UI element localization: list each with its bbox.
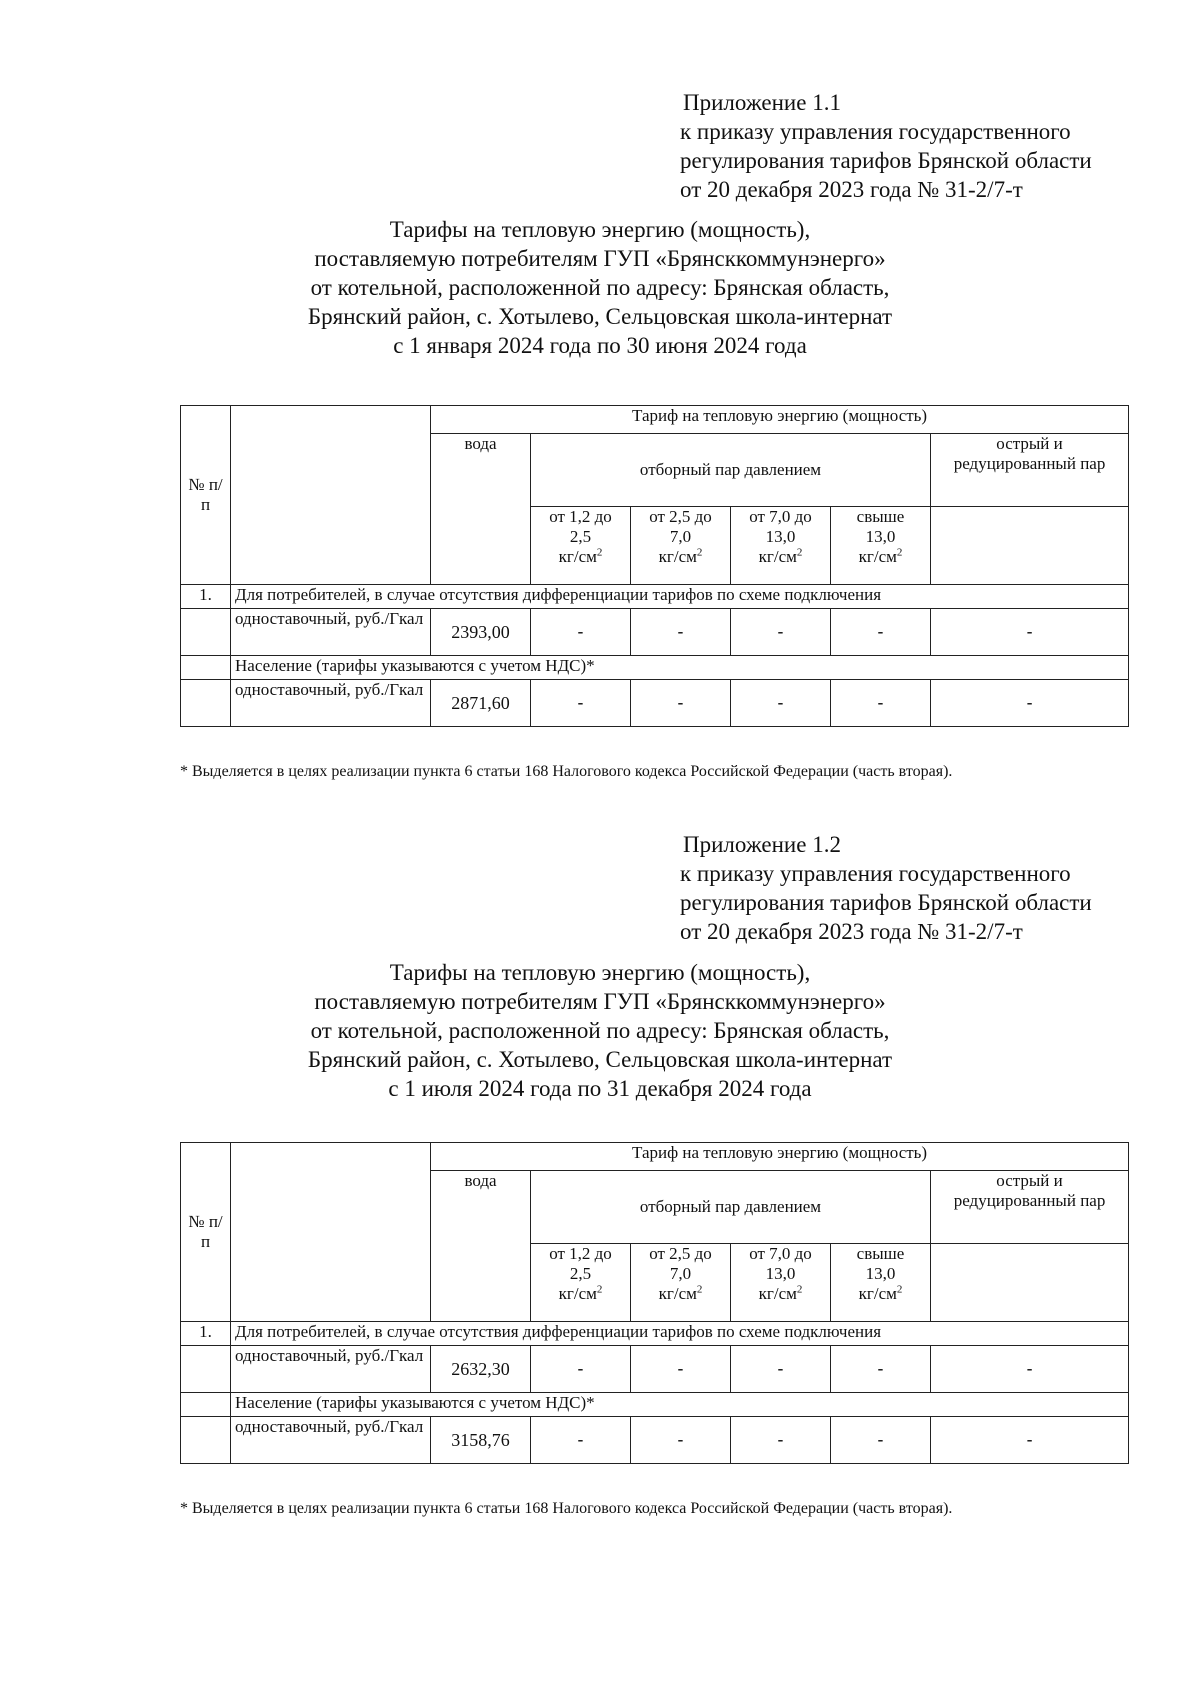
- title-line: с 1 января 2024 года по 30 июня 2024 года: [393, 333, 807, 358]
- empty-cell: [181, 680, 231, 727]
- pressure-from: от 2,5 до: [649, 1244, 712, 1263]
- pressure-unit: кг/см: [758, 547, 797, 566]
- empty-cell: [181, 1346, 231, 1393]
- header-pressure-4: [831, 1244, 931, 1322]
- header-pressure-4: [831, 507, 931, 585]
- dash-cell: -: [531, 609, 631, 656]
- pressure-from: от 1,2 до: [549, 1244, 612, 1263]
- appendix-title: Приложение 1.1: [683, 90, 841, 115]
- unit-sup: 2: [596, 546, 603, 559]
- unit-sup: 2: [796, 546, 803, 559]
- appendix-header-2: [680, 830, 1160, 946]
- section-title: Для потребителей, в случае отсутствия дифференциации тарифов по схеме подключения: [231, 1322, 1129, 1346]
- water-tariff-value: 2632,30: [431, 1346, 531, 1393]
- section-title: Население (тарифы указываются с учетом НДС)*: [231, 1393, 1129, 1417]
- header-pressure-1: [531, 1244, 631, 1322]
- pressure-unit: кг/см: [658, 1284, 697, 1303]
- title-line: Брянский район, с. Хотылево, Сельцовская школа-интернат: [307, 304, 893, 329]
- header-pressure-3: [731, 1244, 831, 1322]
- dash-cell: -: [931, 1346, 1129, 1393]
- header-num: № п/п: [181, 406, 231, 585]
- pressure-unit: кг/см: [758, 1284, 797, 1303]
- header-sharp-steam: острый и редуцированный пар: [931, 1171, 1129, 1244]
- appendix-title: Приложение 1.2: [683, 832, 841, 857]
- pressure-to: 2,5: [569, 1264, 592, 1283]
- footnote-1: * Выделяется в целях реализации пункта 6 статьи 168 Налогового кодекса Российской Федерации (часть вторая).: [180, 763, 953, 780]
- section-number: 1.: [181, 1322, 231, 1346]
- water-tariff-value: 2393,00: [431, 609, 531, 656]
- pressure-to: 7,0: [669, 527, 692, 546]
- row-label: одноставочный, руб./Гкал: [231, 680, 431, 727]
- dash-cell: -: [731, 609, 831, 656]
- title-line: Тарифы на тепловую энергию (мощность),: [389, 217, 811, 242]
- title-line: от котельной, расположенной по адресу: Брянская область,: [310, 1018, 890, 1043]
- header-tariff: Тариф на тепловую энергию (мощность): [431, 406, 1129, 434]
- dash-cell: -: [531, 1417, 631, 1464]
- tariff-table-1: [180, 405, 1129, 727]
- section-number: 1.: [181, 585, 231, 609]
- title-line: с 1 июля 2024 года по 31 декабря 2024 года: [388, 1076, 812, 1101]
- dash-cell: -: [731, 1417, 831, 1464]
- dash-cell: -: [631, 609, 731, 656]
- title-line: поставляемую потребителям ГУП «Брянсккоммунэнерго»: [314, 246, 886, 271]
- appendix-line: к приказу управления государственного: [680, 119, 1071, 144]
- unit-sup: 2: [896, 1283, 903, 1296]
- header-pressure-2: [631, 507, 731, 585]
- section-title: Для потребителей, в случае отсутствия дифференциации тарифов по схеме подключения: [231, 585, 1129, 609]
- pressure-to: 13,0: [765, 1264, 796, 1283]
- dash-cell: -: [631, 1417, 731, 1464]
- unit-sup: 2: [596, 1283, 603, 1296]
- pressure-from: от 1,2 до: [549, 507, 612, 526]
- title-line: Тарифы на тепловую энергию (мощность),: [389, 960, 811, 985]
- header-pressure-2: [631, 1244, 731, 1322]
- pressure-to: 13,0: [765, 527, 796, 546]
- title-line: от котельной, расположенной по адресу: Брянская область,: [310, 275, 890, 300]
- tariff-title-1: [180, 215, 1020, 360]
- dash-cell: -: [731, 1346, 831, 1393]
- dash-cell: -: [831, 1417, 931, 1464]
- dash-cell: -: [931, 1417, 1129, 1464]
- pressure-unit: кг/см: [658, 547, 697, 566]
- row-label: одноставочный, руб./Гкал: [231, 1417, 431, 1464]
- title-line: Брянский район, с. Хотылево, Сельцовская школа-интернат: [307, 1047, 893, 1072]
- unit-sup: 2: [696, 546, 703, 559]
- dash-cell: -: [631, 680, 731, 727]
- footnote-2: * Выделяется в целях реализации пункта 6 статьи 168 Налогового кодекса Российской Федерации (часть вторая).: [180, 1500, 953, 1517]
- dash-cell: -: [831, 680, 931, 727]
- tariff-table-2: [180, 1142, 1129, 1464]
- header-steam: отборный пар давлением: [531, 1171, 931, 1244]
- pressure-from: от 7,0 до: [749, 1244, 812, 1263]
- header-water: вода: [431, 434, 531, 585]
- appendix-line: регулирования тарифов Брянской области: [680, 148, 1092, 173]
- pressure-unit: кг/см: [858, 1284, 897, 1303]
- empty-cell: [181, 1393, 231, 1417]
- row-label: одноставочный, руб./Гкал: [231, 1346, 431, 1393]
- pressure-to: 7,0: [669, 1264, 692, 1283]
- header-blank: [231, 406, 431, 585]
- header-sharp-blank: [931, 1244, 1129, 1322]
- header-num: № п/п: [181, 1143, 231, 1322]
- unit-sup: 2: [896, 546, 903, 559]
- pressure-from: свыше: [856, 1244, 905, 1263]
- appendix-line: от 20 декабря 2023 года № 31-2/7-т: [680, 919, 1023, 944]
- dash-cell: -: [531, 680, 631, 727]
- water-tariff-value: 2871,60: [431, 680, 531, 727]
- row-label: одноставочный, руб./Гкал: [231, 609, 431, 656]
- dash-cell: -: [931, 680, 1129, 727]
- header-pressure-3: [731, 507, 831, 585]
- empty-cell: [181, 656, 231, 680]
- unit-sup: 2: [796, 1283, 803, 1296]
- header-steam: отборный пар давлением: [531, 434, 931, 507]
- pressure-to: 13,0: [865, 1264, 896, 1283]
- header-sharp-blank: [931, 507, 1129, 585]
- dash-cell: -: [831, 1346, 931, 1393]
- pressure-unit: кг/см: [858, 547, 897, 566]
- dash-cell: -: [731, 680, 831, 727]
- title-line: поставляемую потребителям ГУП «Брянсккоммунэнерго»: [314, 989, 886, 1014]
- empty-cell: [181, 1417, 231, 1464]
- appendix-header-1: [680, 88, 1160, 204]
- pressure-to: 13,0: [865, 527, 896, 546]
- pressure-to: 2,5: [569, 527, 592, 546]
- header-sharp-steam: острый и редуцированный пар: [931, 434, 1129, 507]
- water-tariff-value: 3158,76: [431, 1417, 531, 1464]
- dash-cell: -: [931, 609, 1129, 656]
- pressure-from: свыше: [856, 507, 905, 526]
- pressure-from: от 2,5 до: [649, 507, 712, 526]
- header-tariff: Тариф на тепловую энергию (мощность): [431, 1143, 1129, 1171]
- dash-cell: -: [631, 1346, 731, 1393]
- section-title: Население (тарифы указываются с учетом НДС)*: [231, 656, 1129, 680]
- pressure-from: от 7,0 до: [749, 507, 812, 526]
- appendix-line: к приказу управления государственного: [680, 861, 1071, 886]
- appendix-line: регулирования тарифов Брянской области: [680, 890, 1092, 915]
- appendix-line: от 20 декабря 2023 года № 31-2/7-т: [680, 177, 1023, 202]
- pressure-unit: кг/см: [558, 547, 597, 566]
- unit-sup: 2: [696, 1283, 703, 1296]
- header-blank: [231, 1143, 431, 1322]
- header-water: вода: [431, 1171, 531, 1322]
- header-pressure-1: [531, 507, 631, 585]
- dash-cell: -: [531, 1346, 631, 1393]
- dash-cell: -: [831, 609, 931, 656]
- empty-cell: [181, 609, 231, 656]
- tariff-title-2: [180, 958, 1020, 1103]
- pressure-unit: кг/см: [558, 1284, 597, 1303]
